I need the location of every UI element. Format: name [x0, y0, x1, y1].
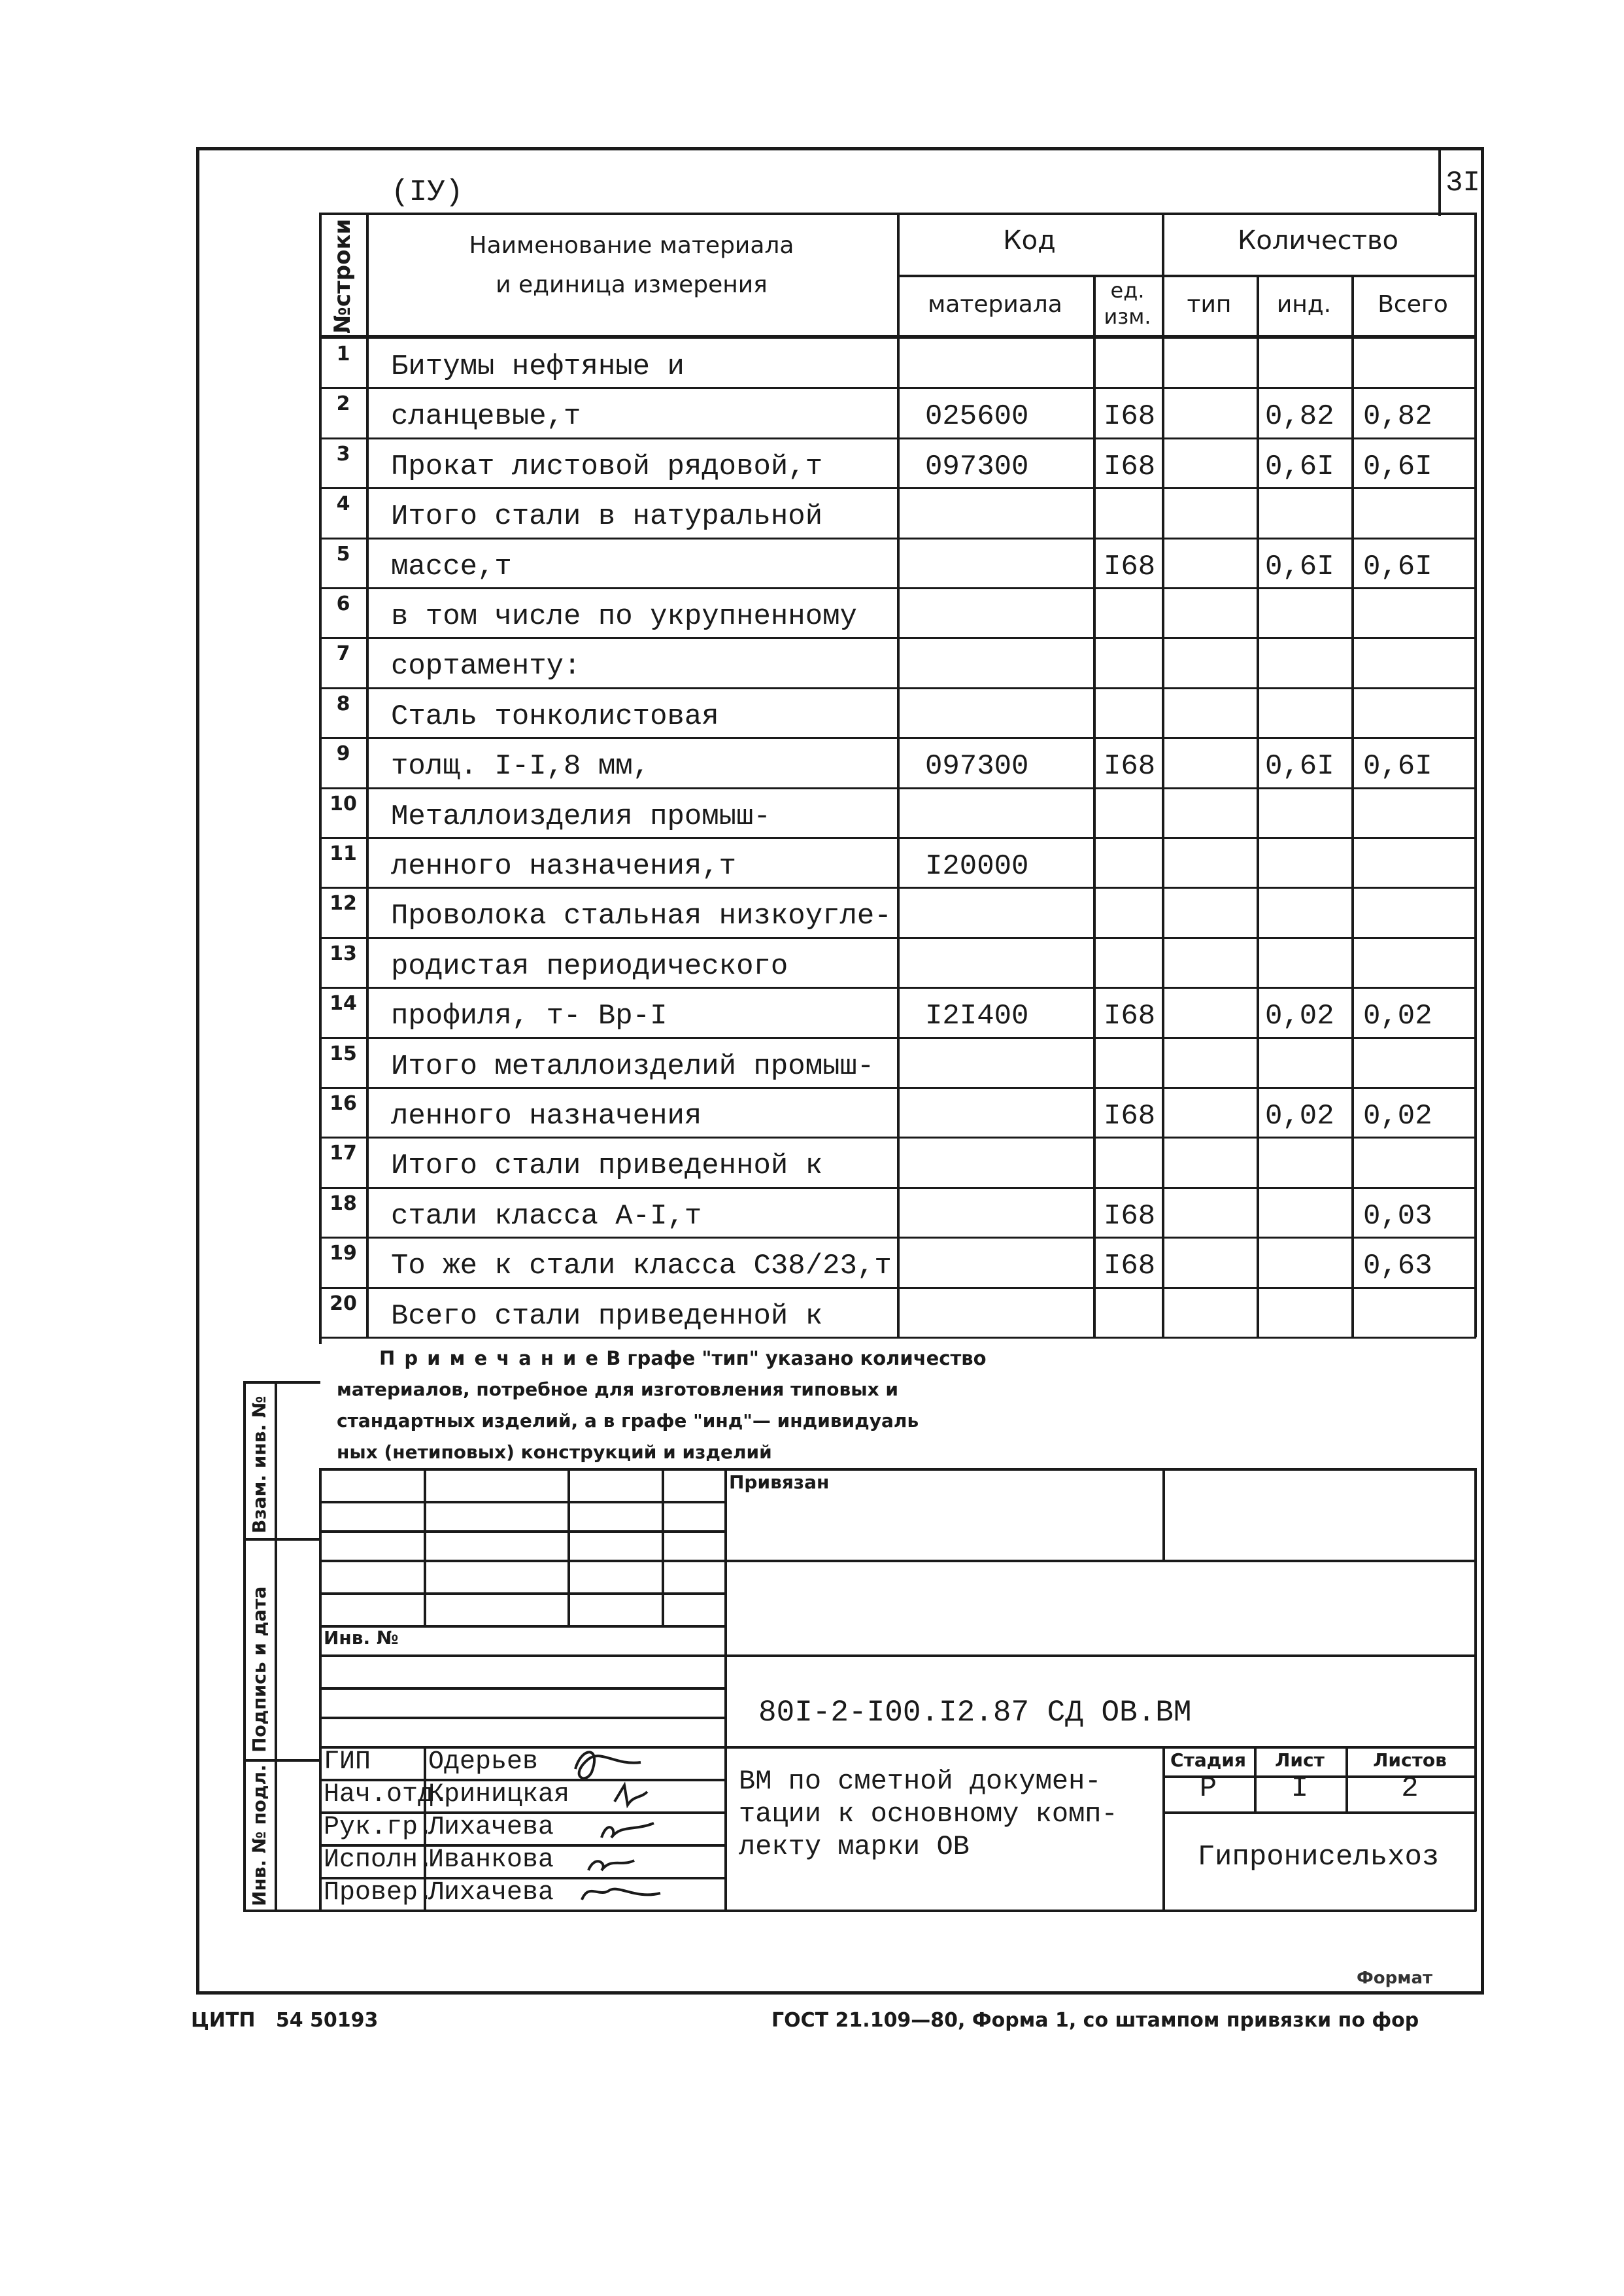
- row-name: родистая периодического: [391, 950, 788, 983]
- row-number: 1: [336, 343, 350, 366]
- row-number: 19: [330, 1242, 357, 1265]
- row-number: 10: [330, 792, 357, 815]
- header-row-number: №строки: [330, 218, 356, 334]
- person-name: Лихачева: [428, 1878, 554, 1908]
- row-name: Прокат листовой рядовой,т: [391, 450, 823, 483]
- row-total: 0,02: [1363, 1000, 1432, 1033]
- note-line1: В графе "тип" указано количество: [606, 1347, 987, 1369]
- doc-title-line2: тации к основному комп-: [739, 1798, 1118, 1830]
- row-ind: 0,02: [1265, 1000, 1334, 1033]
- person-name: Криницкая: [428, 1780, 570, 1809]
- signatures: [562, 1739, 732, 1910]
- row-number: 20: [330, 1292, 357, 1315]
- row-name: толщ. I-I,8 мм,: [391, 750, 651, 783]
- row-unit: I68: [1104, 400, 1156, 434]
- row-number: 3: [336, 442, 350, 466]
- row-number: 8: [336, 692, 350, 715]
- row-total: 0,6I: [1363, 450, 1432, 483]
- note-line3: стандартных изделий, а в графе "инд"— индивидуаль: [337, 1410, 919, 1431]
- person-name: Одерьев: [428, 1747, 539, 1777]
- side-vzam-inv: Взам. инв. №: [248, 1396, 270, 1534]
- sheet-label: (IУ): [391, 175, 464, 209]
- row-total: 0,6I: [1363, 750, 1432, 783]
- row-name: Всего стали приведенной к: [391, 1299, 823, 1333]
- row-number: 17: [330, 1142, 357, 1165]
- row-number: 12: [330, 892, 357, 916]
- person-name: Иванкова: [428, 1845, 554, 1875]
- row-name: Итого металлоизделий промыш-: [391, 1050, 875, 1083]
- row-code: 097300: [925, 750, 1029, 783]
- sheets-count-label: Листов: [1373, 1749, 1447, 1771]
- note-line4: ных (нетиповых) конструкций и изделий: [337, 1441, 772, 1463]
- page-number: 3I: [1446, 167, 1480, 199]
- header-code: Код: [1003, 226, 1056, 256]
- row-ind: 0,6I: [1265, 550, 1334, 583]
- row-number: 4: [336, 492, 350, 516]
- row-name: ленного назначения,т: [391, 850, 737, 883]
- doc-title-line3: лекту марки ОВ: [739, 1831, 970, 1862]
- row-ind: 0,6I: [1265, 450, 1334, 483]
- header-qty-total: Всего: [1378, 291, 1448, 318]
- row-total: 0,02: [1363, 1100, 1432, 1133]
- side-inv-podl: Инв. № подл.: [248, 1764, 270, 1906]
- person-role: Провер.: [324, 1878, 434, 1908]
- row-number: 5: [336, 542, 350, 566]
- row-number: 6: [336, 592, 350, 615]
- row-unit: I68: [1104, 550, 1156, 583]
- organization: Гипронисельхоз: [1197, 1841, 1440, 1874]
- sheet-no-label: Лист: [1275, 1749, 1325, 1771]
- row-number: 16: [330, 1092, 357, 1115]
- row-code: 025600: [925, 400, 1029, 434]
- row-name: Металлоизделия промыш-: [391, 800, 771, 833]
- footer-left: ЦИТП 54 50193: [191, 2009, 379, 2032]
- row-name: сланцевые,т: [391, 400, 581, 434]
- header-code-material: материала: [928, 291, 1062, 318]
- row-code: I20000: [925, 850, 1029, 883]
- row-ind: 0,02: [1265, 1100, 1334, 1133]
- row-number: 14: [330, 992, 357, 1016]
- header-qty-type: тип: [1187, 291, 1232, 318]
- stage-value: Р: [1199, 1772, 1217, 1805]
- row-name: сортаменту:: [391, 650, 581, 683]
- privyazan-label: Привязан: [729, 1471, 830, 1493]
- row-code: 097300: [925, 450, 1029, 483]
- row-name: То же к стали класса С38/23,т: [391, 1250, 892, 1283]
- row-name: Проволока стальная низкоугле-: [391, 900, 892, 933]
- row-number: 2: [336, 392, 350, 416]
- row-number: 11: [330, 842, 357, 865]
- row-unit: I68: [1104, 1100, 1156, 1133]
- person-role: ГИП: [324, 1747, 371, 1777]
- person-name: Лихачева: [428, 1813, 554, 1842]
- sheets-value: 2: [1401, 1772, 1419, 1805]
- row-name: в том числе по укрупненному: [391, 600, 857, 633]
- row-name: ленного назначения: [391, 1100, 702, 1133]
- row-number: 15: [330, 1042, 357, 1065]
- row-total: 0,03: [1363, 1199, 1432, 1233]
- row-number: 7: [336, 642, 350, 666]
- stage-label: Стадия: [1170, 1749, 1246, 1771]
- row-unit: I68: [1104, 1250, 1156, 1283]
- format-label: Формат: [1357, 1968, 1433, 1988]
- doc-title-line1: ВМ по сметной докумен-: [739, 1766, 1102, 1797]
- side-podpis-data: Подпись и дата: [248, 1586, 270, 1753]
- row-name: массе,т: [391, 550, 512, 583]
- row-unit: I68: [1104, 1199, 1156, 1233]
- row-ind: 0,82: [1265, 400, 1334, 434]
- row-number: 13: [330, 942, 357, 965]
- row-number: 9: [336, 742, 350, 766]
- footer-gost: ГОСТ 21.109—80, Форма 1, со штампом привязки по фор: [771, 2009, 1419, 2032]
- row-total: 0,63: [1363, 1250, 1432, 1283]
- header-name-line1: Наименование материала: [469, 232, 794, 259]
- header-qty-ind: инд.: [1276, 291, 1332, 318]
- note-lead: П р и м е ч а н и е: [379, 1347, 600, 1369]
- header-code-unit-2: изм.: [1104, 304, 1151, 329]
- header-code-unit-1: ед.: [1110, 278, 1145, 303]
- row-name: стали класса А-I,т: [391, 1199, 702, 1233]
- person-role: Исполн.: [324, 1845, 434, 1875]
- header-name-line2: и единица измерения: [496, 271, 768, 298]
- inv-no-label: Инв. №: [324, 1627, 399, 1649]
- row-total: 0,6I: [1363, 550, 1432, 583]
- row-name: Итого стали в натуральной: [391, 500, 823, 534]
- row-unit: I68: [1104, 1000, 1156, 1033]
- row-ind: 0,6I: [1265, 750, 1334, 783]
- row-name: профиля, т- Вр-I: [391, 1000, 668, 1033]
- sheet-value: I: [1291, 1772, 1309, 1805]
- row-name: Итого стали приведенной к: [391, 1150, 823, 1183]
- row-name: Битумы нефтяные и: [391, 351, 685, 383]
- row-unit: I68: [1104, 450, 1156, 483]
- note-line2: материалов, потребное для изготовления типовых и: [337, 1379, 898, 1400]
- row-name: Сталь тонколистовая: [391, 700, 719, 733]
- doc-code: 80I-2-I00.I2.87 СД ОВ.ВМ: [758, 1696, 1192, 1730]
- row-code: I2I400: [925, 1000, 1029, 1033]
- row-total: 0,82: [1363, 400, 1432, 434]
- row-number: 18: [330, 1191, 357, 1215]
- person-role: Нач.отд.: [324, 1780, 450, 1809]
- page-number-divider: [1438, 147, 1441, 216]
- row-unit: I68: [1104, 750, 1156, 783]
- header-quantity: Количество: [1237, 226, 1398, 256]
- person-role: Рук.гр.: [324, 1813, 434, 1842]
